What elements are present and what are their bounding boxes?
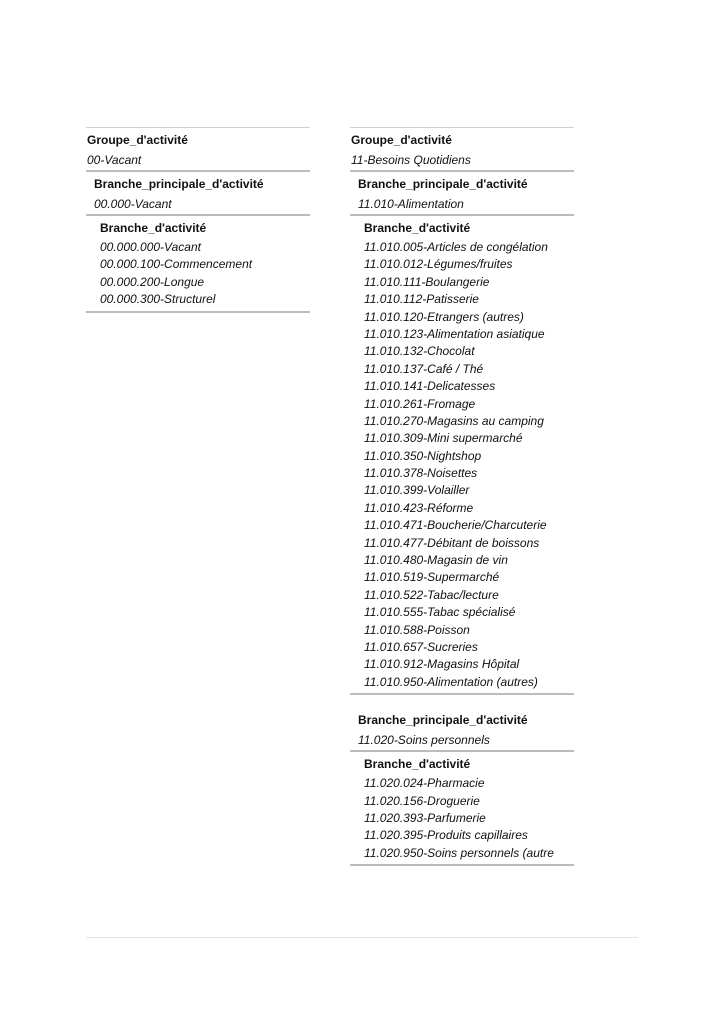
group-value: 11-Besoins Quotidiens xyxy=(351,153,471,167)
column-left xyxy=(86,127,310,313)
activity-list xyxy=(350,238,574,693)
list-item: 11.010.309-Mini supermarché xyxy=(364,431,523,446)
group-label: Groupe_d'activité xyxy=(87,133,188,147)
list-item: 00.000.300-Structurel xyxy=(100,292,216,307)
list-item: 00.000.100-Commencement xyxy=(100,257,253,272)
list-item: 11.010.123-Alimentation asiatique xyxy=(364,326,545,341)
list-item: 11.010.132-Chocolat xyxy=(364,344,475,359)
list-end-divider xyxy=(350,864,574,866)
list-item: 11.010.555-Tabac spécialisé xyxy=(364,605,516,620)
list-item: 11.020.156-Droguerie xyxy=(364,793,480,808)
list-item: 11.010.350-Nightshop xyxy=(364,448,482,463)
list-item: 11.020.950-Soins personnels (autre xyxy=(364,845,554,860)
list-item: 11.010.111-Boulangerie xyxy=(364,274,490,289)
main-branch-label: Branche_principale_d'activité xyxy=(94,177,264,191)
list-item: 11.010.477-Débitant de boissons xyxy=(364,535,540,550)
list-item: 11.010.378-Noisettes xyxy=(364,466,478,481)
list-item: 11.010.519-Supermarché xyxy=(364,570,500,585)
group-label: Groupe_d'activité xyxy=(351,133,452,147)
main-branch-value: 11.020-Soins personnels xyxy=(358,733,490,748)
list-item: 11.010.261-Fromage xyxy=(364,396,476,411)
list-item: 00.000.200-Longue xyxy=(100,274,205,289)
footer-divider xyxy=(86,937,638,938)
list-item: 11.010.657-Sucreries xyxy=(364,639,478,654)
sub-branch-label: Branche_d'activité xyxy=(100,221,207,235)
list-end-divider xyxy=(86,311,310,313)
main-branch-value: 00.000-Vacant xyxy=(94,197,172,211)
main-branch-value: 11.010-Alimentation xyxy=(358,197,464,211)
activity-list xyxy=(86,238,310,311)
list-item: 11.010.112-Patisserie xyxy=(364,292,479,307)
list-item: 00.000.000-Vacant xyxy=(100,240,201,254)
main-branch-label: Branche_principale_d'activité xyxy=(358,177,528,191)
main-branch-label: Branche_principale_d'activité xyxy=(358,713,528,728)
list-item: 11.010.471-Boucherie/Charcuterie xyxy=(364,518,547,533)
list-item: 11.010.399-Volailler xyxy=(364,483,470,498)
sub-branch-label: Branche_d'activité xyxy=(364,221,471,235)
sub-branch-label: Branche_d'activité xyxy=(364,757,471,772)
activity-list xyxy=(350,774,574,864)
list-item: 11.020.395-Produits capillaires xyxy=(364,828,528,843)
list-item: 11.010.012-Légumes/fruites xyxy=(364,257,513,272)
group-value: 00-Vacant xyxy=(87,153,142,167)
list-item: 11.010.588-Poisson xyxy=(364,622,470,637)
list-item: 11.010.141-Delicatesses xyxy=(364,379,496,394)
list-item: 11.010.270-Magasins au camping xyxy=(364,413,544,428)
list-item: 11.020.393-Parfumerie xyxy=(364,810,486,825)
list-item: 11.010.522-Tabac/lecture xyxy=(364,587,499,602)
list-item: 11.020.024-Pharmacie xyxy=(364,776,485,791)
list-item: 11.010.480-Magasin de vin xyxy=(364,553,508,568)
list-item: 11.010.005-Articles de congélation xyxy=(364,240,548,254)
list-item: 11.010.423-Réforme xyxy=(364,500,474,515)
list-item: 11.010.120-Etrangers (autres) xyxy=(364,309,524,324)
column-right xyxy=(350,127,574,866)
list-item: 11.010.137-Café / Thé xyxy=(364,361,484,376)
list-item: 11.010.912-Magasins Hôpital xyxy=(364,657,520,672)
list-item: 11.010.950-Alimentation (autres) xyxy=(364,674,538,689)
